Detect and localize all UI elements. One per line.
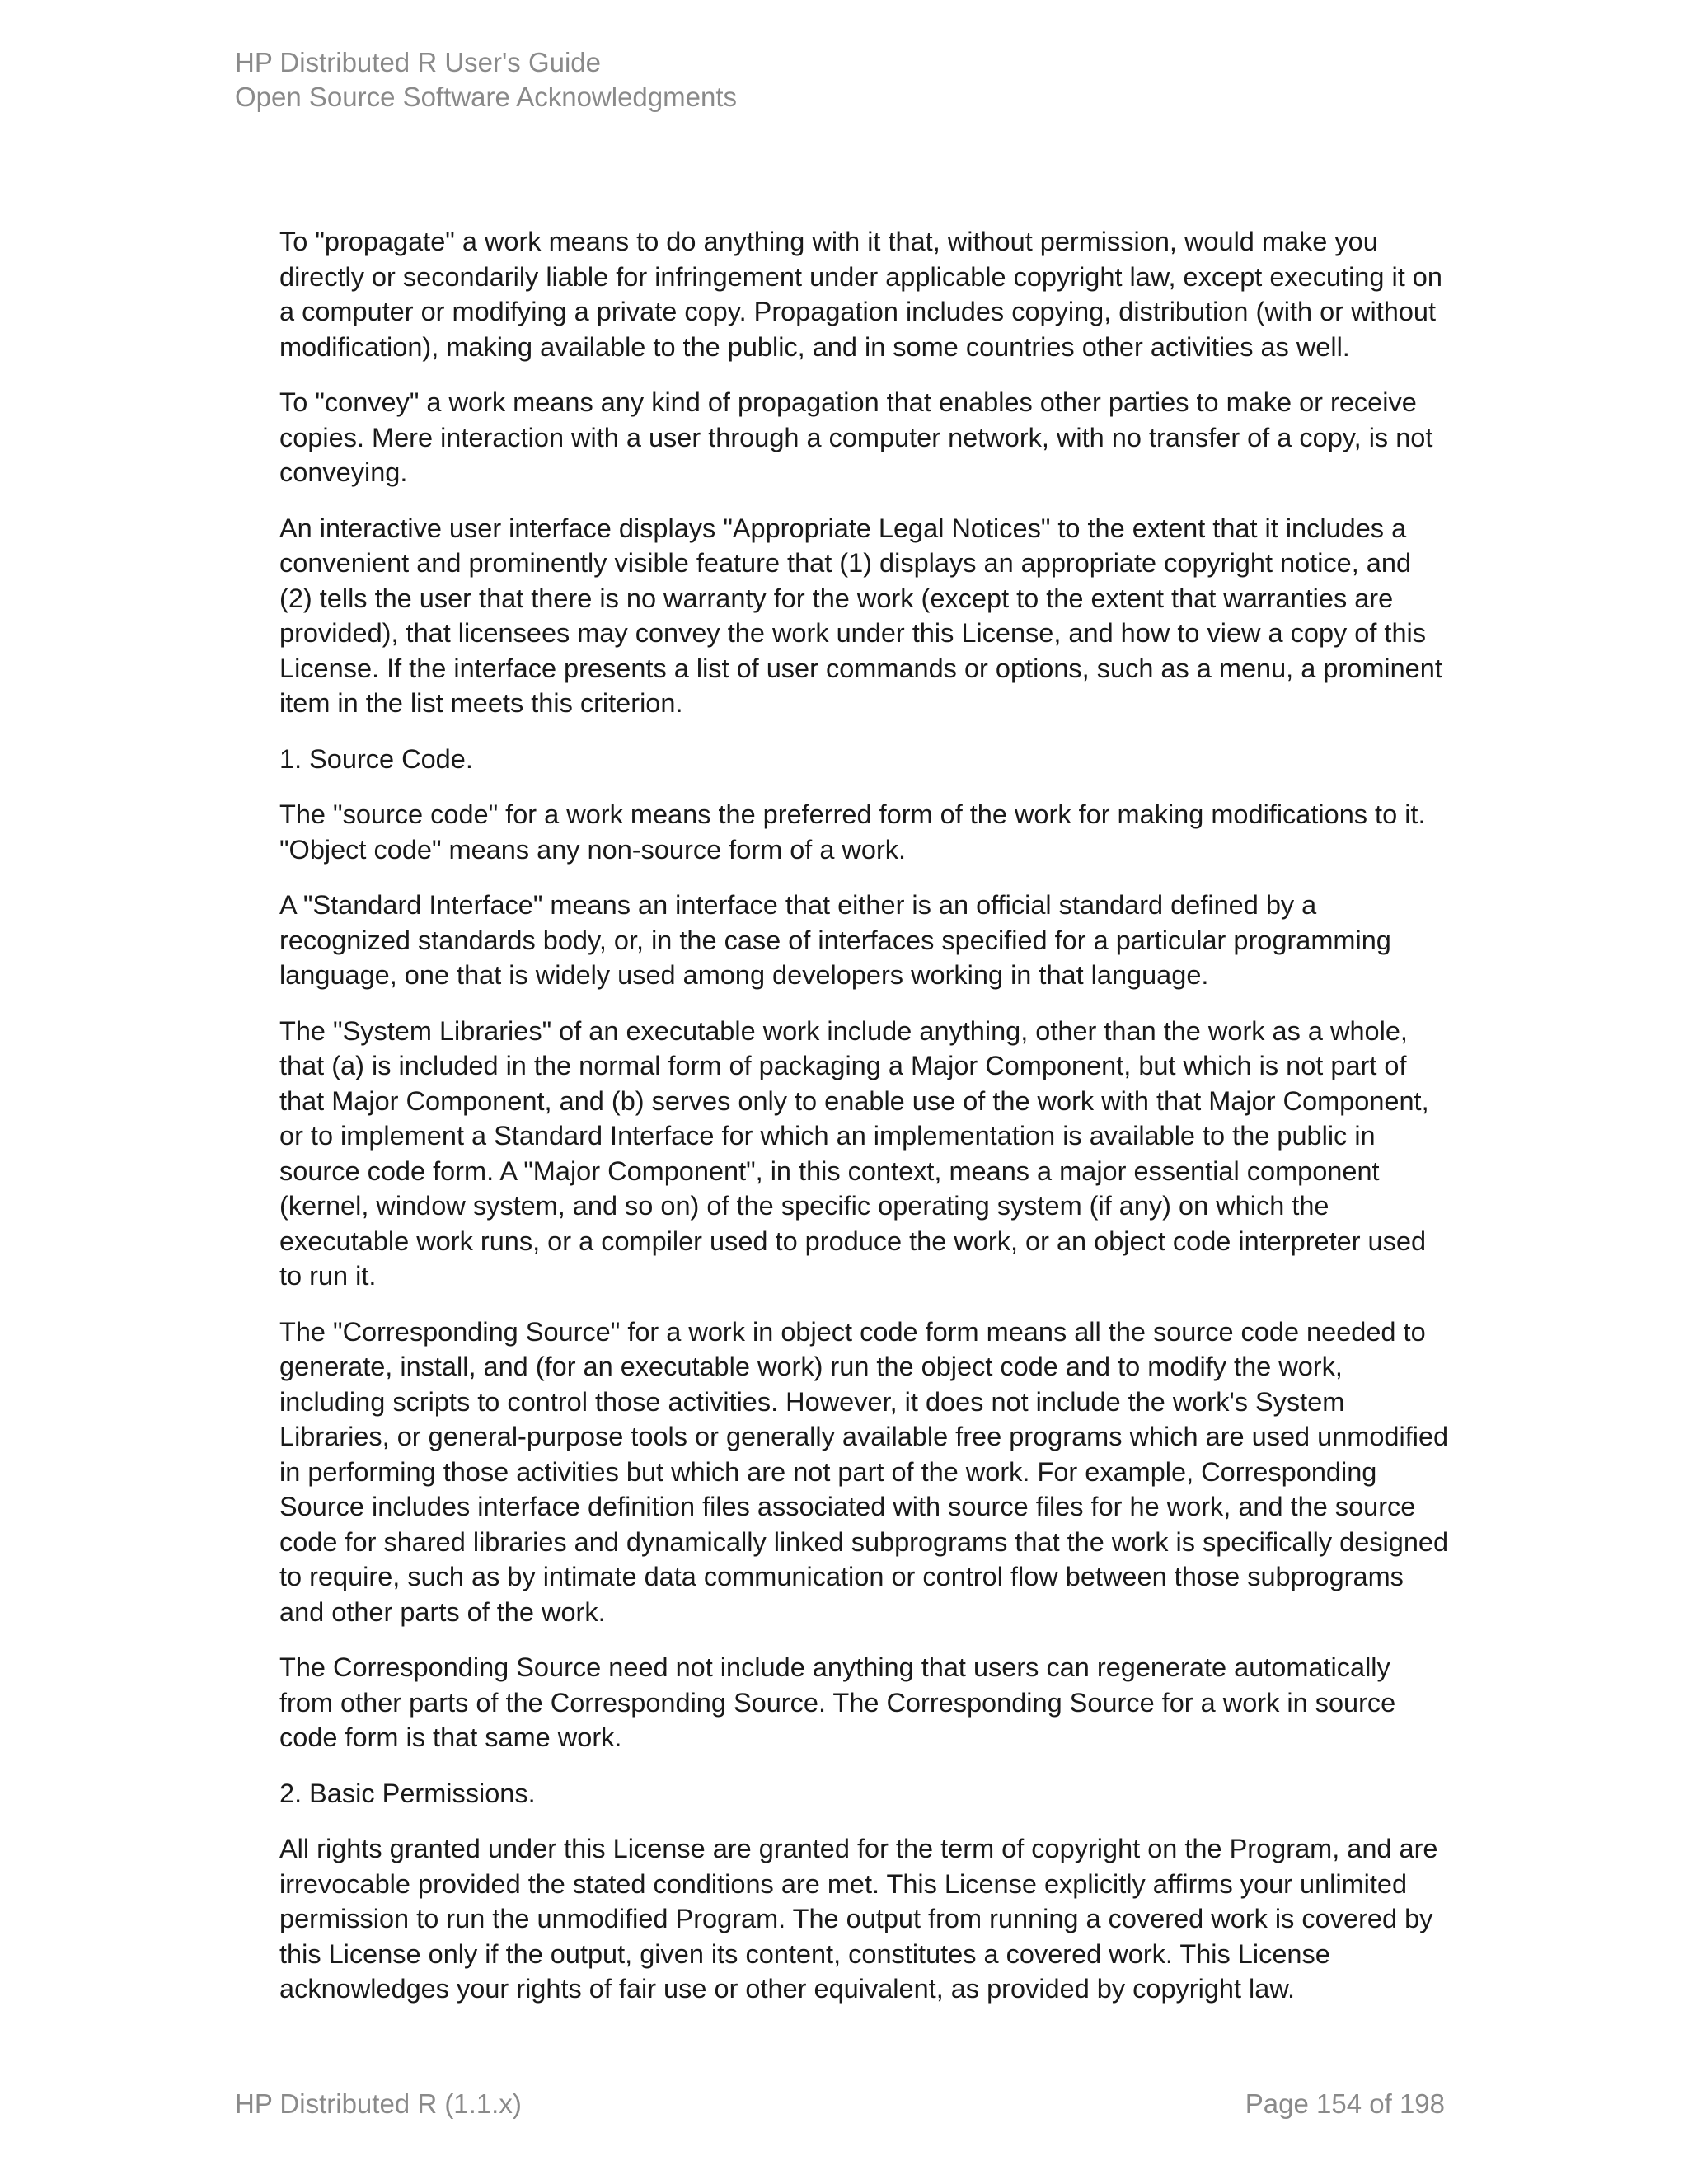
page-of: of — [1369, 2088, 1392, 2119]
section-heading-source-code: 1. Source Code. — [279, 743, 473, 774]
page-total: 198 — [1399, 2088, 1445, 2119]
page-number — [1245, 2087, 1445, 2121]
page-label: Page — [1245, 2088, 1309, 2119]
paragraph-system-libraries: The "System Libraries" of an executable work include anything, other than the work as a whole, that (a) is included in the normal form of packaging a Major Component, but which is not part of that Major Component, and (b) serves only to enable use of the work with that Major Component, or to implement a Standard Interface for which an implementation is available to the public in source code form. A "Major Component", in this context, means a major essential component (kernel, window system, and so on) of the specific operating system (if any) on which the executable work runs, or a compiler used to produce the work, or an object code interpreter used to run it. — [279, 1015, 1429, 1291]
page-current: 154 — [1316, 2088, 1362, 2119]
paragraph-legal-notices: An interactive user interface displays "Appropriate Legal Notices" to the extent that it includes a convenient and prominently visible feature that (1) displays an appropriate copyright notice, and (2) tells the user that there is no warranty for the work (except to the extent that warranties are provided), that licensees may convey the work under this License, and how to view a copy of this License. If the interface presents a list of user commands or options, such as a menu, a prominent item in the list meets this criterion. — [279, 513, 1442, 718]
footer-product: HP Distributed R (1.1.x) — [235, 2088, 522, 2119]
section-heading-basic-permissions: 2. Basic Permissions. — [279, 1778, 536, 1808]
document-body — [279, 224, 1450, 2027]
paragraph-standard-interface: A "Standard Interface" means an interface that either is an official standard defined by a recognized standards body, or, in the case of interfaces specified for a particular programming language, one that is widely used among developers working in that language. — [279, 890, 1391, 990]
paragraph-convey: To "convey" a work means any kind of propagation that enables other parties to make or receive copies. Mere interaction with a user through a computer network, with no transfer of a copy, is not conveying. — [279, 387, 1433, 487]
paragraph-propagate: To "propagate" a work means to do anything with it that, without permission, would make you directly or secondarily liable for infringement under applicable copyright law, except executing it on a computer or modifying a private copy. Propagation includes copying, distribution (with or without modification), making available to the public, and in some countries other activities as well. — [279, 227, 1442, 362]
section-title: Open Source Software Acknowledgments — [235, 82, 738, 112]
document-title: HP Distributed R User's Guide — [235, 47, 602, 77]
running-header — [235, 45, 737, 115]
paragraph-corresponding-source-regenerate: The Corresponding Source need not include anything that users can regenerate automatically from other parts of the Corresponding Source. The Corresponding Source for a work in source code form is that same work. — [279, 1652, 1396, 1752]
page-footer — [235, 2087, 1445, 2121]
paragraph-corresponding-source: The "Corresponding Source" for a work in object code form means all the source code needed to generate, install, and (for an executable work) run the object code and to modify the work, including scripts to control those activities. However, it does not include the work's System Libraries, or general-purpose tools or generally available free programs which are used unmodified in performing those activities but which are not part of the work. For example, Corresponding Source includes interface definition files associated with source files for he work, and the source code for shared libraries and dynamically linked subprograms that the work is specifically designed to require, such as by intimate data communication or control flow between those subprograms and other parts of the work. — [279, 1316, 1449, 1627]
paragraph-basic-permissions: All rights granted under this License are granted for the term of copyright on the Program, and are irrevocable provided the stated conditions are met. This License explicitly affirms your unlimited permission to run the unmodified Program. The output from running a covered work is covered by this License only if the output, given its content, constitutes a covered work. This License acknowledges your rights of fair use or other equivalent, as provided by copyright law. — [279, 1834, 1438, 2004]
paragraph-source-code: The "source code" for a work means the preferred form of the work for making modifications to it. "Object code" means any non-source form of a work. — [279, 799, 1426, 865]
